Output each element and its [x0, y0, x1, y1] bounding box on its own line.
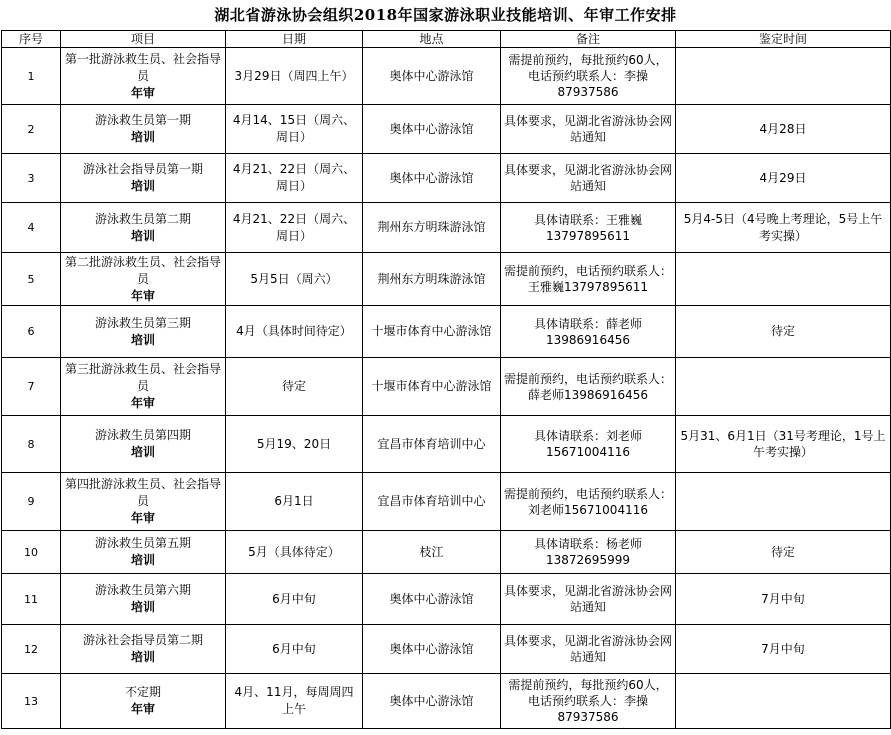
row-date: 待定	[226, 358, 363, 416]
project-name: 游泳救生员第五期	[94, 536, 191, 550]
project-type: 培训	[130, 332, 155, 347]
row-note: 具体要求，见湖北省游泳协会网站通知	[501, 574, 676, 625]
page-title: 湖北省游泳协会组织2018年国家游泳职业技能培训、年审工作安排	[214, 6, 677, 24]
row-place: 奥体中心游泳馆	[363, 625, 501, 674]
row-date: 6月中旬	[226, 625, 363, 674]
project-type: 培训	[130, 553, 155, 567]
row-project	[61, 531, 226, 574]
row-place: 奥体中心游泳馆	[363, 674, 501, 729]
project-type: 年审	[130, 511, 155, 525]
schedule-table	[1, 30, 891, 729]
row-date: 6月1日	[226, 473, 363, 531]
project-name: 游泳救生员第二期	[94, 211, 191, 226]
row-appraisal	[676, 674, 891, 729]
row-place: 十堰市体育中心游泳馆	[363, 306, 501, 358]
row-place: 奥体中心游泳馆	[363, 105, 501, 154]
row-date: 4月21、22日（周六、周日）	[226, 203, 363, 253]
row-no: 2	[2, 105, 61, 154]
table-row	[2, 625, 891, 674]
table-row	[2, 154, 891, 203]
project-type: 年审	[130, 288, 155, 303]
row-date: 3月29日（周四上午）	[226, 48, 363, 105]
project-type: 培训	[130, 130, 155, 144]
row-project	[61, 306, 226, 358]
header-place: 地点	[363, 31, 501, 48]
row-note: 需提前预约，电话预约联系人：刘老师15671004116	[501, 473, 676, 531]
row-no: 8	[2, 416, 61, 473]
project-type: 年审	[130, 396, 155, 410]
row-no: 6	[2, 306, 61, 358]
row-appraisal: 待定	[676, 306, 891, 358]
row-appraisal: 7月中旬	[676, 574, 891, 625]
row-date: 4月（具体时间待定）	[226, 306, 363, 358]
row-date: 4月、11月，每周周四上午	[226, 674, 363, 729]
row-place: 宜昌市体育培训中心	[363, 416, 501, 473]
project-name: 第一批游泳救生员、社会指导员	[64, 51, 221, 83]
row-no: 9	[2, 473, 61, 531]
row-place: 荆州东方明珠游泳馆	[363, 203, 501, 253]
project-name: 游泳救生员第四期	[94, 428, 191, 442]
row-no: 12	[2, 625, 61, 674]
project-name: 游泳救生员第一期	[94, 113, 191, 127]
row-project	[61, 674, 226, 729]
row-no: 5	[2, 253, 61, 306]
row-appraisal	[676, 253, 891, 306]
row-note: 具体要求，见湖北省游泳协会网站通知	[501, 105, 676, 154]
table-row	[2, 48, 891, 105]
project-name: 第二批游泳救生员、社会指导员	[64, 254, 221, 286]
project-name: 游泳社会指导员第二期	[82, 633, 203, 647]
row-note: 具体请联系：杨老师13872695999	[501, 531, 676, 574]
row-place: 奥体中心游泳馆	[363, 48, 501, 105]
row-project	[61, 416, 226, 473]
project-name: 游泳社会指导员第一期	[82, 162, 203, 176]
project-name: 第四批游泳救生员、社会指导员	[64, 477, 221, 508]
row-date: 5月（具体待定）	[226, 531, 363, 574]
header-project: 项目	[61, 31, 226, 48]
row-no: 13	[2, 674, 61, 729]
table-row	[2, 105, 891, 154]
row-place: 奥体中心游泳馆	[363, 154, 501, 203]
row-date: 6月中旬	[226, 574, 363, 625]
row-project	[61, 105, 226, 154]
table-row	[2, 203, 891, 253]
row-appraisal	[676, 473, 891, 531]
row-project	[61, 574, 226, 625]
row-appraisal	[676, 358, 891, 416]
row-project	[61, 358, 226, 416]
header-no: 序号	[2, 31, 61, 48]
table-row	[2, 674, 891, 729]
row-appraisal	[676, 48, 891, 105]
row-note: 具体请联系：刘老师15671004116	[501, 416, 676, 473]
row-no: 4	[2, 203, 61, 253]
row-date: 4月21、22日（周六、周日）	[226, 154, 363, 203]
row-note: 需提前预约，电话预约联系人：薛老师13986916456	[501, 358, 676, 416]
project-type: 培训	[130, 445, 155, 459]
row-appraisal: 5月4-5日（4号晚上考理论，5号上午考实操）	[676, 203, 891, 253]
project-type: 培训	[130, 179, 155, 193]
row-note: 需提前预约，每批预约60人，电话预约联系人：李操87937586	[501, 48, 676, 105]
row-note: 需提前预约，电话预约联系人：王雅巍13797895611	[501, 253, 676, 306]
row-place: 荆州东方明珠游泳馆	[363, 253, 501, 306]
table-row	[2, 473, 891, 531]
table-row	[2, 253, 891, 306]
table-row	[2, 416, 891, 473]
row-no: 10	[2, 531, 61, 574]
row-note: 需提前预约，每批预约60人，电话预约联系人：李操87937586	[501, 674, 676, 729]
project-name: 不定期	[124, 685, 161, 699]
project-name: 游泳救生员第三期	[94, 315, 191, 330]
row-appraisal: 4月29日	[676, 154, 891, 203]
row-appraisal: 4月28日	[676, 105, 891, 154]
row-place: 十堰市体育中心游泳馆	[363, 358, 501, 416]
row-no: 1	[2, 48, 61, 105]
row-date: 4月14、15日（周六、周日）	[226, 105, 363, 154]
table-row	[2, 531, 891, 574]
row-appraisal: 5月31、6月1日（31号考理论，1号上午考实操）	[676, 416, 891, 473]
header-date: 日期	[226, 31, 363, 48]
project-type: 培训	[130, 228, 155, 243]
row-note: 具体请联系：薛老师13986916456	[501, 306, 676, 358]
row-place: 宜昌市体育培训中心	[363, 473, 501, 531]
header-note: 备注	[501, 31, 676, 48]
header-row	[2, 31, 891, 48]
row-date: 5月19、20日	[226, 416, 363, 473]
row-date: 5月5日（周六）	[226, 253, 363, 306]
row-note: 具体要求，见湖北省游泳协会网站通知	[501, 154, 676, 203]
row-project	[61, 203, 226, 253]
header-appraisal: 鉴定时间	[676, 31, 891, 48]
project-type: 年审	[130, 702, 155, 716]
row-appraisal: 7月中旬	[676, 625, 891, 674]
row-project	[61, 253, 226, 306]
project-type: 培训	[130, 600, 155, 614]
table-row	[2, 306, 891, 358]
project-name: 第三批游泳救生员、社会指导员	[64, 362, 221, 393]
project-name: 游泳救生员第六期	[94, 583, 191, 597]
row-project	[61, 625, 226, 674]
row-no: 7	[2, 358, 61, 416]
row-place: 枝江	[363, 531, 501, 574]
row-place: 奥体中心游泳馆	[363, 574, 501, 625]
row-project	[61, 473, 226, 531]
row-project	[61, 48, 226, 105]
row-appraisal: 待定	[676, 531, 891, 574]
row-project	[61, 154, 226, 203]
table-row	[2, 574, 891, 625]
row-note: 具体请联系：王雅巍13797895611	[501, 203, 676, 253]
row-no: 3	[2, 154, 61, 203]
row-no: 11	[2, 574, 61, 625]
project-type: 年审	[130, 85, 155, 100]
project-type: 培训	[130, 650, 155, 664]
table-row	[2, 358, 891, 416]
row-note: 具体要求，见湖北省游泳协会网站通知	[501, 625, 676, 674]
